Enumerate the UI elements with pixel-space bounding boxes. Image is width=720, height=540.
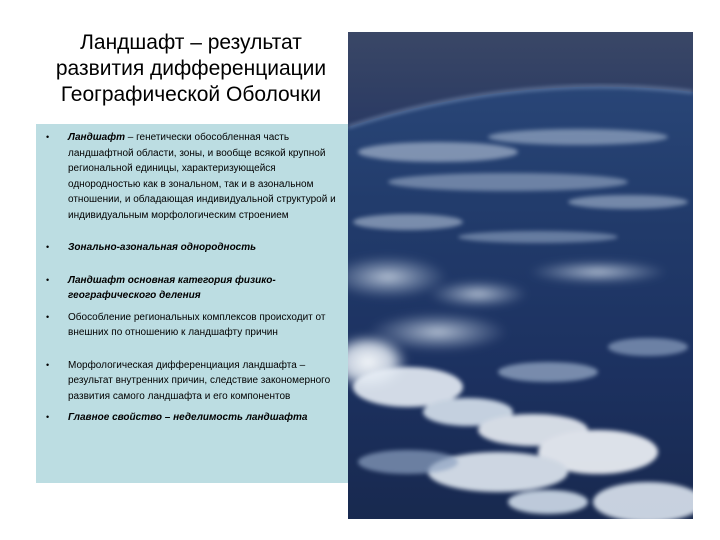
bullet-item-landscape-definition [46,130,338,223]
bullet-text: – генетически обособленная часть ландшафтной области, зоны, и вообще всякой крупной региональной единицы, характеризующейся однородностью как в зональном, так и в азональном отношении, и обладающая индивидуальной структурой и индивидуальным морфологическим строением [68,132,336,221]
slide-title: Ландшафт – результат развития дифференциации Географической Оболочки [55,31,327,106]
earth-from-orbit-photo [348,32,693,519]
bullet-item-regional-complexes [46,310,338,341]
bullet-item-morphological [46,358,338,405]
bullet-term: Главное свойство – неделимость ландшафта [68,412,308,423]
bullet-text: Морфологическая дифференциация ландшафта – результат внутренних причин, следствие закономерного развития самого ландшафта и его компонентов [68,359,331,402]
bullet-term: Зонально-азональная однородность [68,242,257,253]
bullet-term: Ландшафт [68,132,125,143]
bullet-item-zonal-azonal [46,240,338,256]
bullet-term: Ландшафт основная категория физико-географического деления [68,274,276,301]
content-panel [36,124,348,483]
bullet-text: Обособление региональных комплексов происходит от внешних по отношению к ландшафту причин [68,311,326,338]
bullet-list [46,130,338,426]
bullet-icon: • [46,359,50,370]
bullet-icon: • [46,242,50,252]
bullet-icon: • [46,412,50,422]
bullet-item-main-property [46,410,338,426]
bullet-item-main-category [46,273,338,304]
earth-photo-graphic [348,32,693,519]
bullet-icon: • [46,132,50,142]
bullet-icon: • [46,274,50,285]
bullet-icon: • [46,311,50,322]
